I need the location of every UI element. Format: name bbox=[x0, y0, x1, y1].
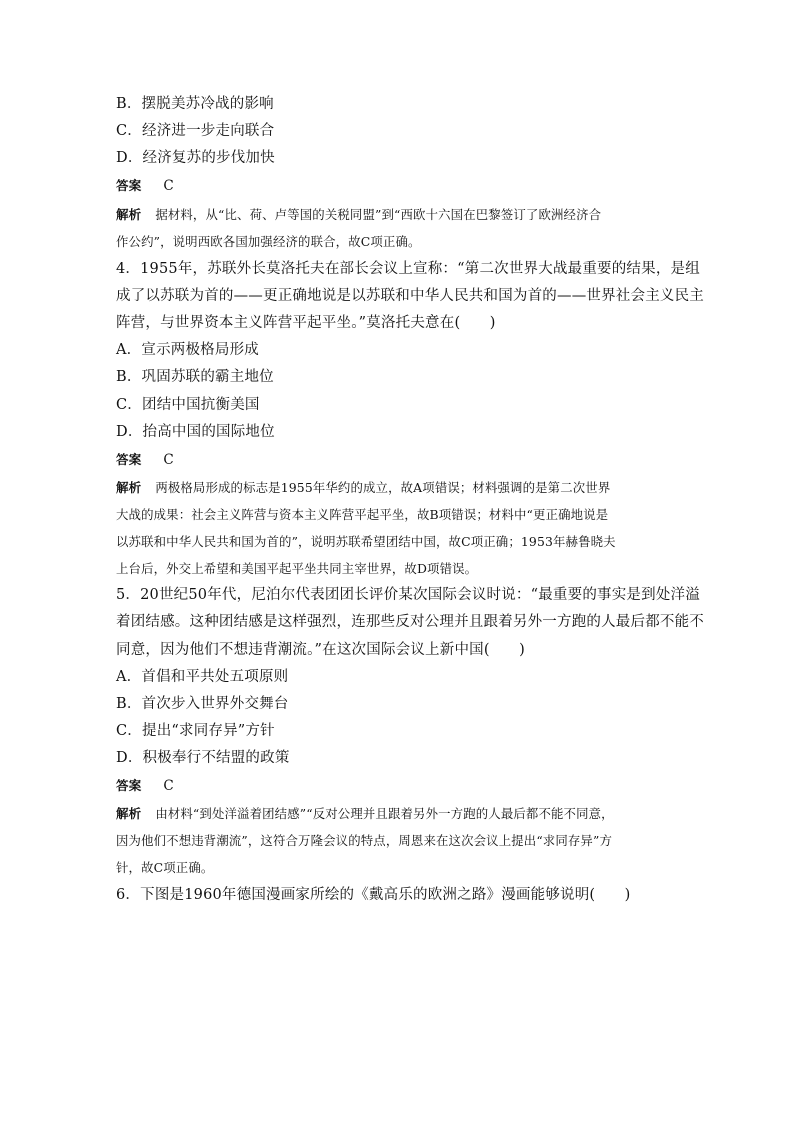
q3-explanation-line-2: 作公约”，说明西欧各国加强经济的联合，故C项正确。 bbox=[116, 234, 421, 249]
q3-option-c: C．经济进一步走向联合 bbox=[116, 123, 275, 139]
q5-option-c: C．提出“求同存异”方针 bbox=[116, 723, 275, 739]
q4-explanation-line-1 bbox=[116, 478, 610, 498]
q4-option-c: C．团结中国抗衡美国 bbox=[116, 397, 260, 413]
answer-label: 答案 bbox=[116, 178, 142, 193]
explanation-text: 两极格局形成的标志是1955年华约的成立，故A项错误；材料强调的是第二次世界 bbox=[155, 480, 611, 495]
q6-stem: 6．下图是1960年德国漫画家所绘的《戴高乐的欧洲之路》漫画能够说明( ) bbox=[116, 887, 631, 903]
answer-value: C bbox=[163, 452, 174, 468]
q5-option-a: A．首倡和平共处五项原则 bbox=[116, 669, 289, 685]
explanation-text: 据材料，从“比、荷、卢等国的关税同盟”到“西欧十六国在巴黎签订了欧洲经济合 bbox=[155, 207, 602, 222]
q5-explanation-line-2: 因为他们不想违背潮流”，这符合万隆会议的特点，周恩来在这次会议上提出“求同存异”方 bbox=[116, 833, 612, 848]
answer-label: 答案 bbox=[116, 778, 142, 793]
q4-answer bbox=[116, 450, 174, 470]
explanation-label: 解析 bbox=[116, 480, 142, 495]
q5-option-d: D．积极奉行不结盟的政策 bbox=[116, 750, 290, 766]
answer-value: C bbox=[163, 178, 174, 194]
explanation-label: 解析 bbox=[116, 806, 142, 821]
q3-option-d: D．经济复苏的步伐加快 bbox=[116, 150, 275, 166]
q5-stem-line-2: 着团结感。这种团结感是这样强烈，连那些反对公理并且跟着另外一方跑的人最后都不能不 bbox=[116, 614, 704, 630]
q4-option-a: A．宣示两极格局形成 bbox=[116, 342, 259, 358]
answer-value: C bbox=[163, 778, 174, 794]
q4-stem-line-1: 4．1955年，苏联外长莫洛托夫在部长会议上宣称：“第二次世界大战最重要的结果，是组 bbox=[116, 261, 700, 277]
q4-option-d: D．抬高中国的国际地位 bbox=[116, 424, 275, 440]
q5-stem-line-3: 同意，因为他们不想违背潮流。”在这次国际会议上新中国( ) bbox=[116, 642, 525, 658]
q5-explanation-line-3: 针，故C项正确。 bbox=[116, 860, 214, 875]
q3-option-b: B．摆脱美苏冷战的影响 bbox=[116, 96, 274, 112]
q4-explanation-line-4: 上台后，外交上希望和美国平起平坐共同主宰世界，故D项错误。 bbox=[116, 561, 478, 576]
answer-label: 答案 bbox=[116, 452, 142, 467]
q4-stem-line-2: 成了以苏联为首的——更正确地说是以苏联和中华人民共和国为首的——世界社会主义民主 bbox=[116, 288, 704, 304]
q5-stem-line-1: 5．20世纪50年代，尼泊尔代表团团长评价某次国际会议时说：“最重要的事实是到处洋溢 bbox=[116, 587, 700, 603]
explanation-label: 解析 bbox=[116, 207, 142, 222]
q5-answer bbox=[116, 776, 174, 796]
q4-explanation-line-2: 大战的成果：社会主义阵营与资本主义阵营平起平坐，故B项错误；材料中“更正确地说是 bbox=[116, 507, 609, 522]
q4-explanation-line-3: 以苏联和中华人民共和国为首的”，说明苏联希望团结中国，故C项正确；1953年赫鲁晓夫 bbox=[116, 534, 616, 549]
q5-option-b: B．首次步入世界外交舞台 bbox=[116, 696, 289, 712]
q3-explanation-line-1 bbox=[116, 205, 601, 225]
q3-answer bbox=[116, 176, 174, 196]
q4-stem-line-3: 阵营，与世界资本主义阵营平起平坐。”莫洛托夫意在( ) bbox=[116, 315, 496, 331]
q5-explanation-line-1 bbox=[116, 804, 614, 824]
q4-option-b: B．巩固苏联的霸主地位 bbox=[116, 369, 274, 385]
explanation-text: 由材料“到处洋溢着团结感”“反对公理并且跟着另外一方跑的人最后都不能不同意， bbox=[155, 806, 614, 821]
